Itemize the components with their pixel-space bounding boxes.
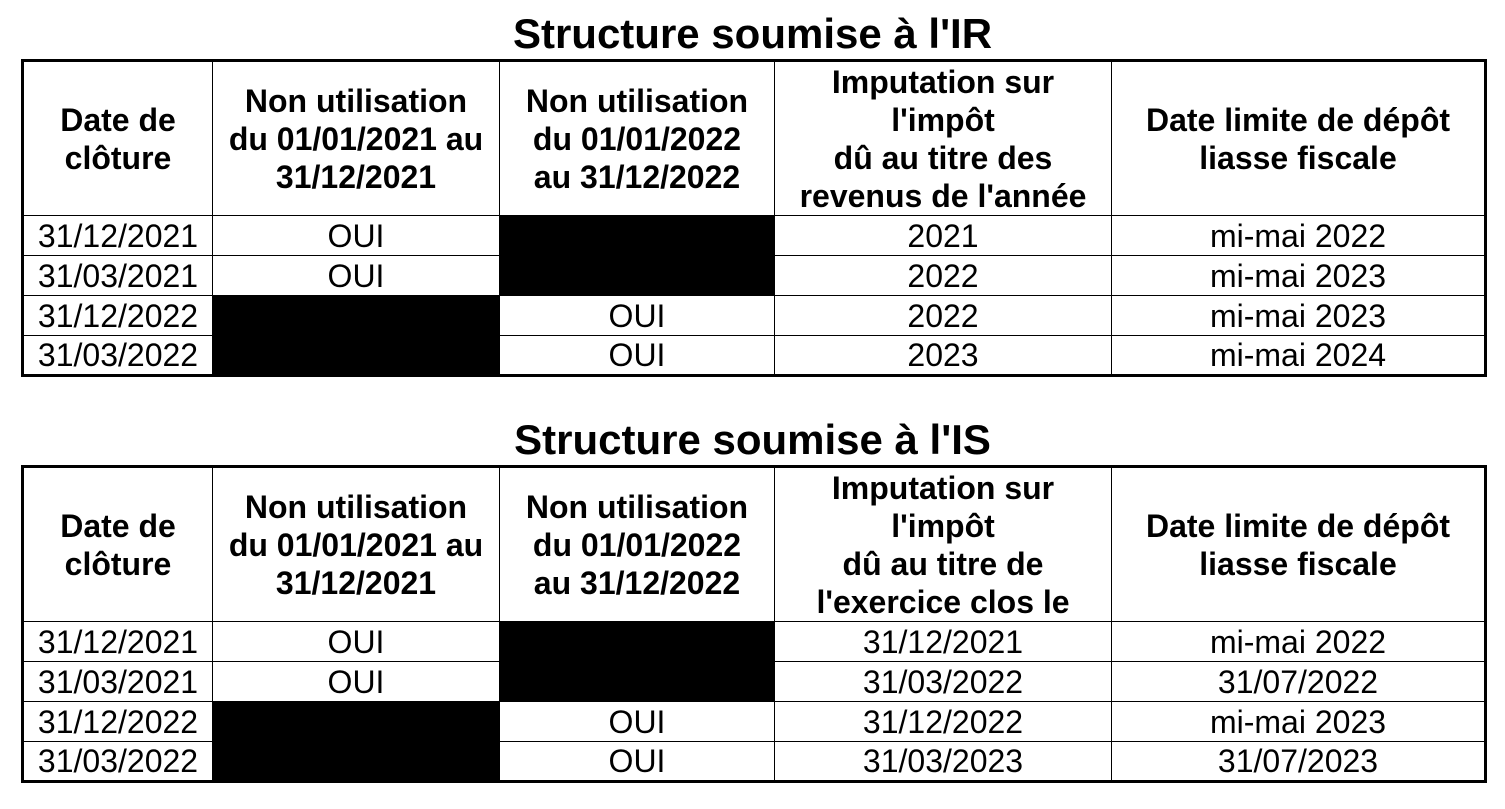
header-imputation: Imputation sur l'impôt dû au titre de l'exercice clos le <box>775 467 1112 622</box>
table-row <box>23 216 1486 256</box>
cell-imputation: 31/12/2022 <box>775 702 1112 742</box>
cell-non-utilisation-2022: OUI <box>500 742 775 782</box>
header-date-limite-depot: Date limite de dépôt liasse fiscale <box>1112 61 1486 216</box>
cell-imputation: 2022 <box>775 296 1112 336</box>
header-non-utilisation-2021: Non utilisation du 01/01/2021 au 31/12/2021 <box>213 61 500 216</box>
header-non-utilisation-2022: Non utilisation du 01/01/2022 au 31/12/2022 <box>500 467 775 622</box>
cell-date-limite-depot: mi-mai 2023 <box>1112 256 1486 296</box>
blacked-out-cell <box>213 336 500 376</box>
cell-non-utilisation-2022: OUI <box>500 702 775 742</box>
cell-date-limite-depot: 31/07/2023 <box>1112 742 1486 782</box>
blacked-out-cell <box>500 662 775 702</box>
blacked-out-cell <box>213 296 500 336</box>
blacked-out-cell <box>500 256 775 296</box>
cell-date-limite-depot: mi-mai 2024 <box>1112 336 1486 376</box>
table-row <box>23 296 1486 336</box>
cell-imputation: 31/12/2021 <box>775 622 1112 662</box>
cell-non-utilisation-2022: OUI <box>500 296 775 336</box>
cell-date-cloture: 31/03/2021 <box>23 662 213 702</box>
cell-date-cloture: 31/12/2021 <box>23 622 213 662</box>
cell-date-limite-depot: mi-mai 2022 <box>1112 216 1486 256</box>
header-imputation: Imputation sur l'impôt dû au titre des revenus de l'année <box>775 61 1112 216</box>
table-row <box>23 622 1486 662</box>
blacked-out-cell <box>213 702 500 742</box>
cell-date-cloture: 31/03/2022 <box>23 742 213 782</box>
table-row <box>23 702 1486 742</box>
header-non-utilisation-2021: Non utilisation du 01/01/2021 au 31/12/2021 <box>213 467 500 622</box>
cell-date-limite-depot: mi-mai 2023 <box>1112 702 1486 742</box>
cell-date-limite-depot: mi-mai 2022 <box>1112 622 1486 662</box>
table-row <box>23 662 1486 702</box>
table-row <box>23 336 1486 376</box>
cell-date-limite-depot: mi-mai 2023 <box>1112 296 1486 336</box>
table-row <box>23 256 1486 296</box>
cell-date-cloture: 31/12/2022 <box>23 296 213 336</box>
blacked-out-cell <box>500 622 775 662</box>
table-structure-is <box>21 465 1487 783</box>
title-structure-is: Structure soumise à l'IS <box>514 416 991 463</box>
blacked-out-cell <box>500 216 775 256</box>
cell-imputation: 2023 <box>775 336 1112 376</box>
cell-date-cloture: 31/12/2022 <box>23 702 213 742</box>
cell-imputation: 2022 <box>775 256 1112 296</box>
header-non-utilisation-2022: Non utilisation du 01/01/2022 au 31/12/2022 <box>500 61 775 216</box>
table-header-row <box>23 61 1486 216</box>
cell-imputation: 31/03/2022 <box>775 662 1112 702</box>
table-row <box>23 742 1486 782</box>
cell-non-utilisation-2021: OUI <box>213 256 500 296</box>
cell-date-cloture: 31/03/2022 <box>23 336 213 376</box>
blacked-out-cell <box>213 742 500 782</box>
cell-date-cloture: 31/03/2021 <box>23 256 213 296</box>
table-structure-ir <box>21 59 1487 377</box>
table-header-row <box>23 467 1486 622</box>
cell-imputation: 31/03/2023 <box>775 742 1112 782</box>
cell-non-utilisation-2021: OUI <box>213 662 500 702</box>
header-date-cloture: Date de clôture <box>23 467 213 622</box>
cell-date-cloture: 31/12/2021 <box>23 216 213 256</box>
cell-date-limite-depot: 31/07/2022 <box>1112 662 1486 702</box>
cell-non-utilisation-2022: OUI <box>500 336 775 376</box>
cell-imputation: 2021 <box>775 216 1112 256</box>
cell-non-utilisation-2021: OUI <box>213 622 500 662</box>
header-date-cloture: Date de clôture <box>23 61 213 216</box>
header-date-limite-depot: Date limite de dépôt liasse fiscale <box>1112 467 1486 622</box>
title-structure-ir: Structure soumise à l'IR <box>512 10 993 57</box>
cell-non-utilisation-2021: OUI <box>213 216 500 256</box>
